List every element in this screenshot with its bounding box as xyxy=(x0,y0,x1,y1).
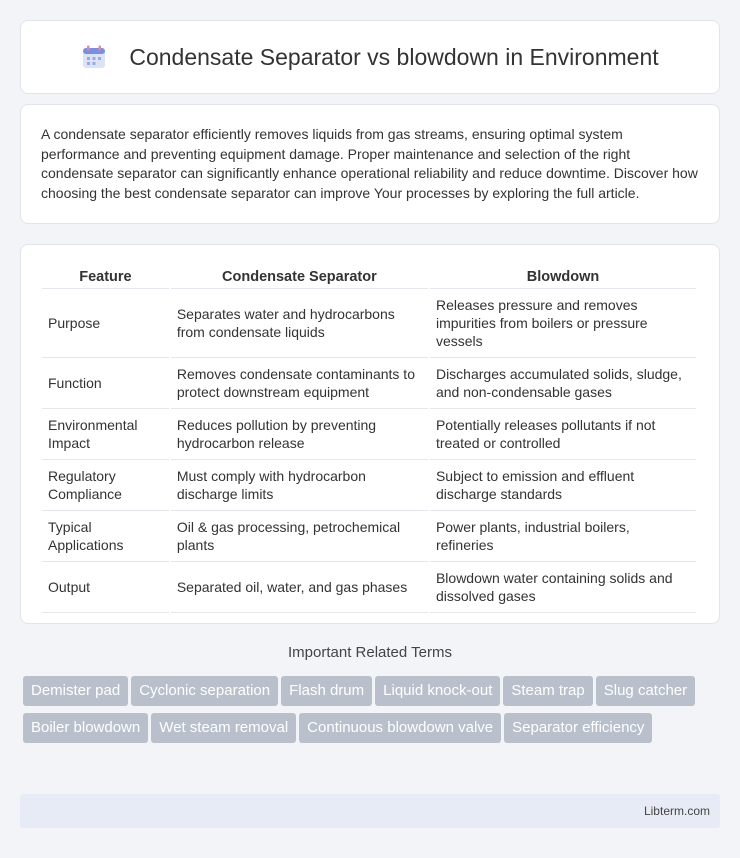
table-row xyxy=(42,289,696,358)
feature-cell: Environmental Impact xyxy=(42,409,169,460)
table-row xyxy=(42,358,696,409)
separator-cell: Reduces pollution by preventing hydrocarbon release xyxy=(171,409,428,460)
blowdown-cell: Power plants, industrial boilers, refineries xyxy=(430,511,696,562)
related-term-tag[interactable]: Steam trap xyxy=(503,676,592,706)
footer xyxy=(20,794,720,828)
separator-cell: Separated oil, water, and gas phases xyxy=(171,562,428,613)
header-condensate-separator: Condensate Separator xyxy=(171,265,428,289)
header-blowdown: Blowdown xyxy=(430,265,696,289)
blowdown-cell: Discharges accumulated solids, sludge, and non-condensable gases xyxy=(430,358,696,409)
blowdown-cell: Subject to emission and effluent discharge standards xyxy=(430,460,696,511)
related-term-tag[interactable]: Continuous blowdown valve xyxy=(299,713,501,743)
calendar-icon xyxy=(81,44,107,70)
related-term-tag[interactable]: Boiler blowdown xyxy=(23,713,148,743)
feature-cell: Regulatory Compliance xyxy=(42,460,169,511)
comparison-table xyxy=(40,265,698,613)
comparison-card xyxy=(20,244,720,624)
header-feature: Feature xyxy=(42,265,169,289)
table-header-row xyxy=(42,265,696,289)
footer-site-link[interactable]: Libterm.com xyxy=(643,804,710,818)
table-row xyxy=(42,562,696,613)
related-term-tag[interactable]: Demister pad xyxy=(23,676,128,706)
blowdown-cell: Potentially releases pollutants if not treated or controlled xyxy=(430,409,696,460)
blowdown-cell: Releases pressure and removes impurities from boilers or pressure vessels xyxy=(430,289,696,358)
feature-cell: Output xyxy=(42,562,169,613)
table-row xyxy=(42,460,696,511)
related-term-tag[interactable]: Slug catcher xyxy=(596,676,695,706)
table-row xyxy=(42,409,696,460)
separator-cell: Separates water and hydrocarbons from condensate liquids xyxy=(171,289,428,358)
related-term-tag[interactable]: Flash drum xyxy=(281,676,372,706)
intro-card xyxy=(20,104,720,224)
intro-text: A condensate separator efficiently removes liquids from gas streams, ensuring optimal system performance and preventing equipment damage. Proper maintenance and selection of the right condensate separator can significantly enhance operational reliability and reduce downtime. Discover how choosing the best condensate separator can improve Your processes by exploring the full article. xyxy=(41,126,698,201)
table-row xyxy=(42,511,696,562)
related-term-tag[interactable]: Wet steam removal xyxy=(151,713,296,743)
feature-cell: Purpose xyxy=(42,289,169,358)
related-term-tag[interactable]: Liquid knock-out xyxy=(375,676,500,706)
feature-cell: Function xyxy=(42,358,169,409)
separator-cell: Must comply with hydrocarbon discharge limits xyxy=(171,460,428,511)
related-terms-list xyxy=(23,676,723,750)
page-title: Condensate Separator vs blowdown in Environment xyxy=(129,43,659,70)
separator-cell: Oil & gas processing, petrochemical plants xyxy=(171,511,428,562)
feature-cell: Typical Applications xyxy=(42,511,169,562)
related-terms-heading: Important Related Terms xyxy=(288,644,452,661)
title-card xyxy=(20,20,720,94)
related-term-tag[interactable]: Cyclonic separation xyxy=(131,676,278,706)
separator-cell: Removes condensate contaminants to protect downstream equipment xyxy=(171,358,428,409)
related-term-tag[interactable]: Separator efficiency xyxy=(504,713,652,743)
blowdown-cell: Blowdown water containing solids and dissolved gases xyxy=(430,562,696,613)
